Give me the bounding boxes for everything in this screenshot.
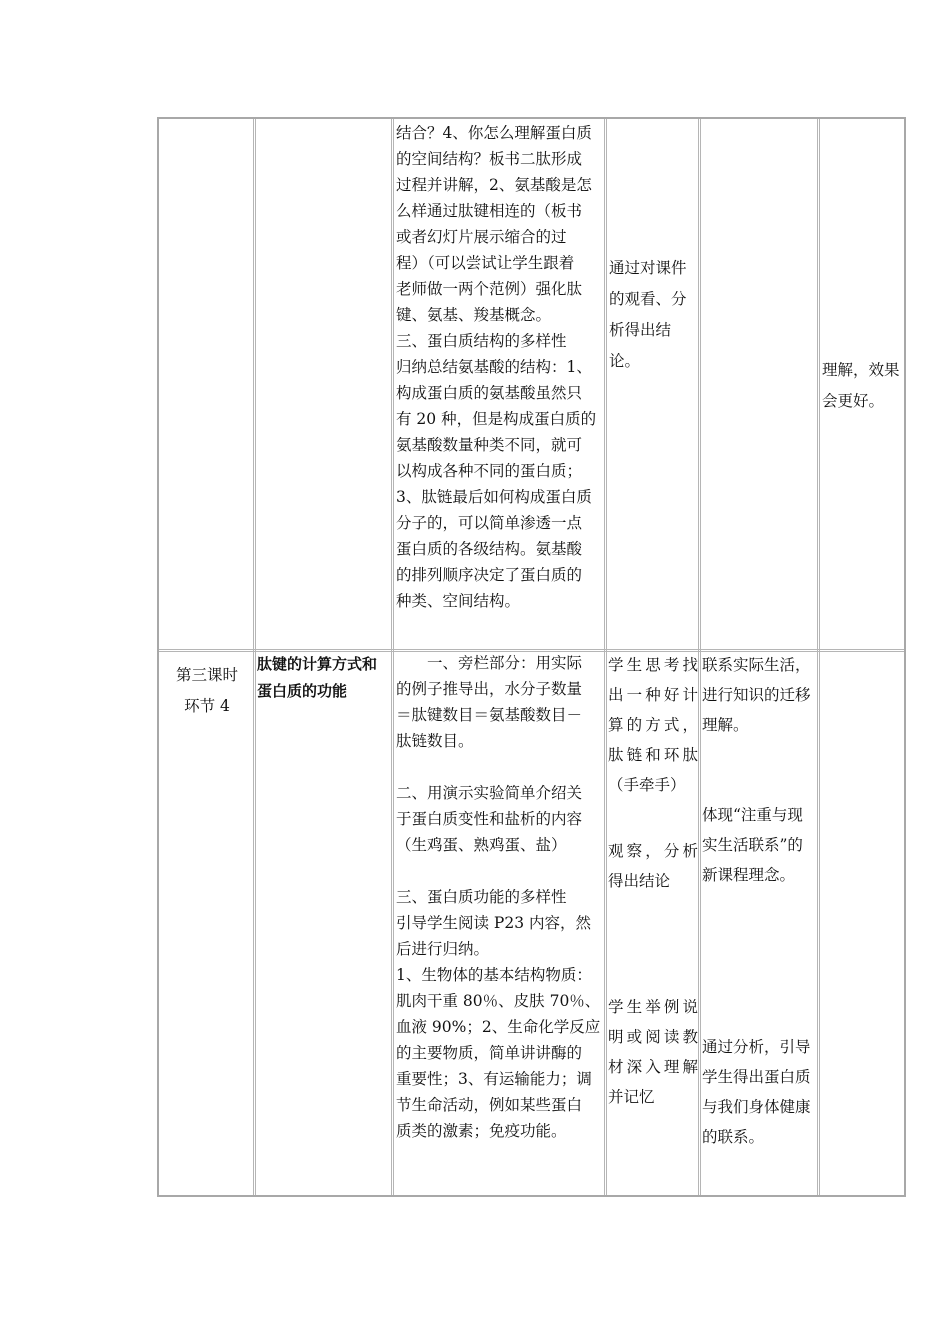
lesson-number: 第三课时 bbox=[175, 666, 238, 684]
text-line: 肌肉干重 80％、皮肤 70％、 bbox=[396, 992, 601, 1010]
text-line: 一、旁栏部分：用实际 bbox=[396, 654, 583, 672]
text-line: 种类、空间结构。 bbox=[396, 592, 521, 610]
text-line: 肽链数目。 bbox=[396, 732, 474, 750]
text-line: 通过分析，引导 bbox=[702, 1038, 811, 1056]
topic-title: 蛋白质的功能 bbox=[257, 682, 348, 700]
text-line: 的排列顺序决定了蛋白质的 bbox=[396, 566, 583, 584]
text-line: 键、氨基、羧基概念。 bbox=[396, 306, 552, 324]
text-line: 新课程理念。 bbox=[702, 866, 796, 884]
text-line: 析得出结 bbox=[609, 321, 672, 339]
text-line: 材深入理解 bbox=[608, 1058, 698, 1076]
text-line: 明或阅读教 bbox=[608, 1028, 698, 1046]
text-line: 并记忆 bbox=[608, 1088, 655, 1106]
text-line: 肽链和环肽 bbox=[608, 746, 698, 764]
text-line: 程）（可以尝试让学生跟着 bbox=[396, 254, 575, 272]
text-line: 以构成各种不同的蛋白质； bbox=[396, 462, 583, 480]
text-line: 重要性；3、有运输能力；调 bbox=[396, 1070, 592, 1088]
text-line: 归纳总结氨基酸的结构：1、 bbox=[396, 358, 592, 376]
upper-student-activity-cell bbox=[609, 253, 697, 377]
column-divider bbox=[698, 119, 701, 1195]
text-line: 出一种好计 bbox=[608, 686, 698, 704]
text-line: 或者幻灯片展示缩合的过 bbox=[396, 228, 567, 246]
text-line: 学生思考找 bbox=[608, 656, 698, 674]
text-line: 进行知识的迁移 bbox=[702, 686, 811, 704]
lower-student-block-2 bbox=[608, 836, 698, 896]
text-line: 质类的激素；免疫功能。 bbox=[396, 1122, 567, 1140]
text-line: 与我们身体健康 bbox=[702, 1098, 811, 1116]
text-line: 理解。 bbox=[702, 716, 749, 734]
text-line: 么样通过肽键相连的（板书 bbox=[396, 202, 583, 220]
text-line: 节生命活动，例如某些蛋白 bbox=[396, 1096, 583, 1114]
lesson-label-cell bbox=[162, 660, 252, 722]
text-line: 后进行归纳。 bbox=[396, 940, 490, 958]
text-line: （生鸡蛋、熟鸡蛋、盐） bbox=[396, 836, 567, 854]
column-divider bbox=[604, 119, 607, 1195]
text-line: 引导学生阅读 P23 内容，然 bbox=[396, 914, 592, 932]
text-line: 的主要物质，简单讲讲酶的 bbox=[396, 1044, 583, 1062]
text-line: 的空间结构？板书二肽形成 bbox=[396, 150, 583, 168]
text-line: 观察，分析 bbox=[608, 842, 698, 860]
lower-content-cell bbox=[396, 650, 604, 1144]
lesson-section: 环节 4 bbox=[184, 697, 230, 715]
text-line: 联系实际生活， bbox=[702, 656, 811, 674]
upper-content-cell bbox=[396, 120, 602, 614]
text-line: 的例子推导出，水分子数量 bbox=[396, 680, 583, 698]
text-line: 论。 bbox=[609, 352, 641, 370]
text-line: ＝肽键数目＝氨基酸数目－ bbox=[396, 706, 583, 724]
text-line: 老师做一两个范例）强化肽 bbox=[396, 280, 583, 298]
topic-title: 肽键的计算方式和 bbox=[257, 655, 378, 673]
upper-remark-cell bbox=[822, 355, 906, 417]
text-line: 算的方式， bbox=[608, 716, 698, 734]
text-line: 的观看、分 bbox=[609, 290, 687, 308]
lower-student-block-3 bbox=[608, 992, 698, 1112]
column-divider bbox=[253, 119, 256, 1195]
lower-intent-block-3 bbox=[702, 1032, 818, 1152]
text-line: 体现“注重与现 bbox=[702, 806, 803, 824]
text-line: （手牵手） bbox=[608, 776, 686, 794]
text-line: 氨基酸数量种类不同，就可 bbox=[396, 436, 583, 454]
text-line: 理解，效果 bbox=[822, 361, 900, 379]
text-line: 血液 90%；2、生命化学反应 bbox=[396, 1018, 601, 1036]
text-line: 实生活联系”的 bbox=[702, 836, 803, 854]
text-line: 三、蛋白质结构的多样性 bbox=[396, 332, 567, 350]
text-line: 有 20 种，但是构成蛋白质的 bbox=[396, 410, 597, 428]
text-line: 学生举例说 bbox=[608, 998, 698, 1016]
text-line: 构成蛋白质的氨基酸虽然只 bbox=[396, 384, 583, 402]
text-line: 会更好。 bbox=[822, 392, 885, 410]
text-line: 的联系。 bbox=[702, 1128, 765, 1146]
text-line: 二、用演示实验简单介绍关 bbox=[396, 784, 583, 802]
text-line: 学生得出蛋白质 bbox=[702, 1068, 811, 1086]
lower-student-block-1 bbox=[608, 650, 698, 800]
text-line: 通过对课件 bbox=[609, 259, 687, 277]
text-line: 过程并讲解，2、氨基酸是怎 bbox=[396, 176, 592, 194]
text-line: 得出结论 bbox=[608, 872, 671, 890]
text-line: 3、肽链最后如何构成蛋白质 bbox=[396, 488, 592, 506]
lower-intent-block-1 bbox=[702, 650, 818, 740]
text-line: 于蛋白质变性和盐析的内容 bbox=[396, 810, 583, 828]
text-line: 分子的，可以简单渗透一点 bbox=[396, 514, 583, 532]
text-line: 蛋白质的各级结构。氨基酸 bbox=[396, 540, 583, 558]
text-line: 结合？4、你怎么理解蛋白质 bbox=[396, 124, 592, 142]
text-line: 1、生物体的基本结构物质： bbox=[396, 966, 592, 984]
text-line: 三、蛋白质功能的多样性 bbox=[396, 888, 567, 906]
topic-cell bbox=[257, 651, 392, 705]
lower-intent-block-2 bbox=[702, 800, 818, 890]
